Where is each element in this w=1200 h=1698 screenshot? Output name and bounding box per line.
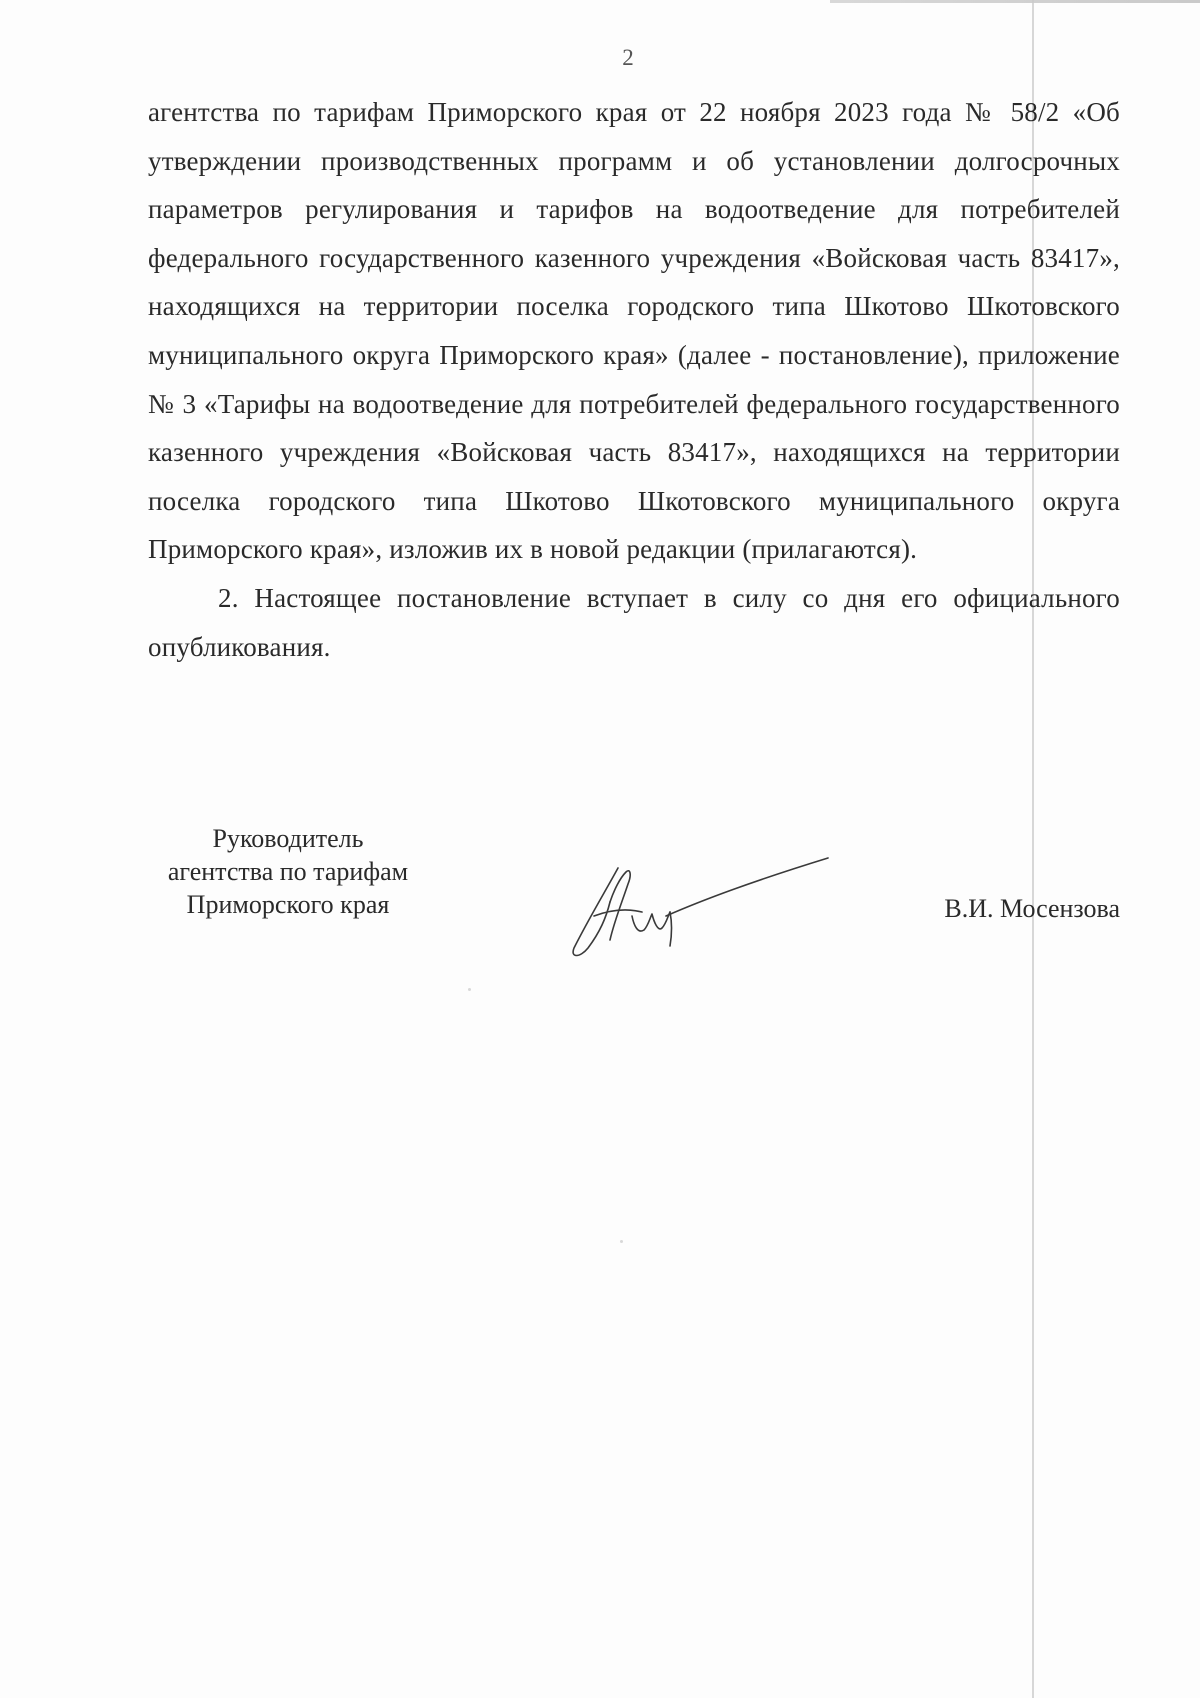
scan-speck bbox=[620, 1240, 623, 1243]
position-line-3: Приморского края bbox=[186, 890, 390, 919]
signatory-name: В.И. Мосензова bbox=[944, 894, 1120, 923]
document-body bbox=[148, 88, 1120, 671]
scan-speck bbox=[468, 988, 471, 991]
signature-block bbox=[148, 822, 1120, 952]
paragraph-2: 2. Настоящее постановление вступает в силу со дня его официального опубликования. bbox=[148, 582, 1120, 662]
position-line-1: Руководитель bbox=[212, 824, 364, 853]
handwritten-signature-icon bbox=[566, 850, 886, 965]
signatory-position bbox=[148, 822, 428, 921]
scan-artifact-top-line bbox=[830, 0, 1200, 3]
page-number: 2 bbox=[622, 45, 634, 70]
position-line-2: агентства по тарифам bbox=[167, 857, 409, 886]
paragraph-1: агентства по тарифам Приморского края от 22 ноября 2023 года № 58/2 «Об утверждении производственных программ и об установлении долгосрочных параметров регулирования и тарифов на водоотведение для потребителей федерального государственного казенного учреждения «Войсковая часть 83417», находящихся на территории поселка городского типа Шкотово Шкотовского муниципального округа Приморского края» (далее - постановление), приложение № 3 «Тарифы на водоотведение для потребителей федерального государственного казенного учреждения «Войсковая часть 83417», находящихся на территории поселка городского типа Шкотово Шкотовского муниципального округа Приморского края», изложив их в новой редакции (прилагаются). bbox=[148, 97, 1120, 565]
